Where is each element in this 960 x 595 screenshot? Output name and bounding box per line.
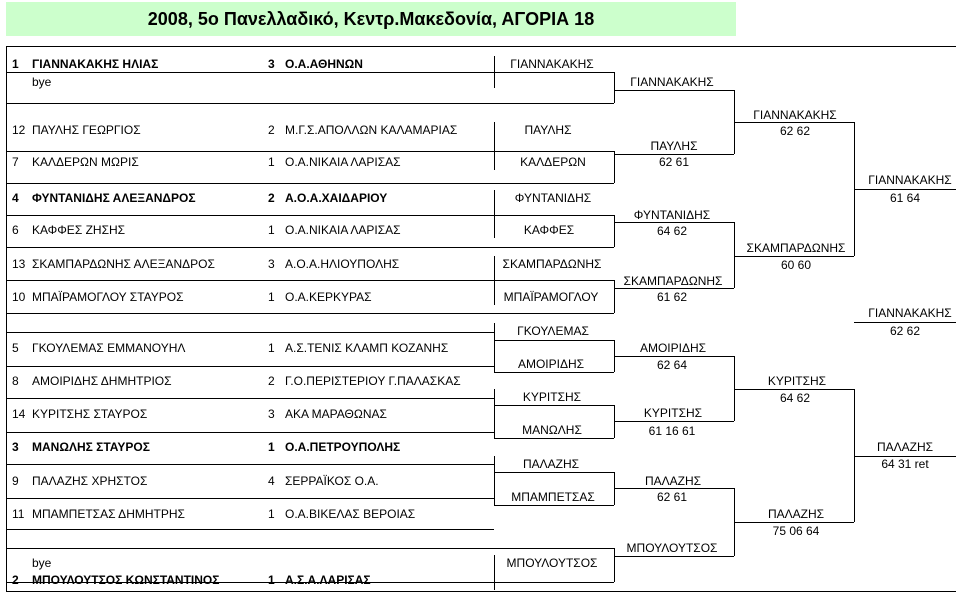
player-name: ΚΥΡΙΤΣΗΣ ΣΤΑΥΡΟΣ — [32, 407, 148, 421]
round1-winner: ΓΙΑΝΝΑΚΑΚΗΣ — [510, 57, 594, 71]
player-name: ΜΠΑΪΡΑΜΟΓΛΟΥ ΣΤΑΥΡΟΣ — [32, 290, 184, 304]
bracket-line-round2 — [614, 356, 734, 357]
player-rank: 1 — [268, 223, 275, 237]
player-seed: 7 — [12, 155, 19, 169]
bracket-line-round1 — [614, 280, 615, 313]
player-rank: 3 — [268, 407, 275, 421]
bracket-line-round1 — [614, 215, 615, 247]
row-separator — [6, 313, 494, 314]
player-rank: 4 — [268, 474, 275, 488]
row-separator — [6, 366, 494, 367]
bracket-line-final — [854, 322, 956, 323]
bracket-line-round1 — [494, 313, 614, 314]
bracket-line-round1 — [494, 215, 614, 216]
quarterfinal-winner: ΚΥΡΙΤΣΗΣ — [767, 374, 827, 388]
bracket-line-round1 — [494, 372, 614, 373]
row-separator — [6, 529, 494, 530]
row-separator — [6, 280, 494, 281]
round1-winner: ΜΑΝΩΛΗΣ — [522, 423, 582, 437]
page-title: 2008, 5ο Πανελλαδικό, Κεντρ.Μακεδονία, ΑΓΟΡΙΑ 18 — [6, 2, 736, 36]
player-seed: 8 — [12, 374, 19, 388]
round2-score: 64 62 — [656, 224, 688, 238]
player-seed: 4 — [12, 191, 19, 205]
round1-winner: ΠΑΥΛΗΣ — [524, 123, 572, 137]
quarterfinal-score: 60 60 — [780, 258, 812, 272]
frame-bottom-line — [6, 591, 956, 592]
round1-winner: ΦΥΝΤΑΝΙΔΗΣ — [514, 191, 592, 205]
bracket-line-round1 — [494, 389, 495, 438]
round1-winner: ΚΥΡΙΤΣΗΣ — [522, 390, 582, 404]
player-seed: 14 — [12, 407, 26, 421]
bracket-line-round1 — [494, 151, 614, 152]
player-rank: 1 — [268, 507, 275, 521]
row-separator — [6, 398, 494, 399]
quarterfinal-winner: ΣΚΑΜΠΑΡΔΩΝΗΣ — [746, 241, 846, 255]
bracket-line-round1 — [494, 103, 614, 104]
player-name: ΓΙΑΝΝΑΚΑΚΗΣ ΗΛΙΑΣ — [32, 57, 159, 71]
player-club: Ο.Α.ΝΙΚΑΙΑ ΛΑΡΙΣΑΣ — [285, 155, 401, 169]
player-club: Ο.Α.ΑΘΗΝΩΝ — [285, 57, 363, 71]
player-rank: 2 — [268, 123, 275, 137]
bracket-line-round1 — [614, 548, 615, 582]
round1-winner: ΠΑΛΑΖΗΣ — [522, 457, 580, 471]
quarterfinal-winner: ΠΑΛΑΖΗΣ — [767, 507, 825, 521]
player-seed: 5 — [12, 341, 19, 355]
bracket-line-round1 — [494, 280, 614, 281]
row-separator — [6, 432, 494, 433]
player-club: Α.Σ.Α.ΛΑΡΙΣΑΣ — [285, 573, 371, 587]
round2-winner: ΦΥΝΤΑΝΙΔΗΣ — [633, 208, 711, 222]
bracket-line-round1 — [494, 340, 614, 341]
row-separator — [6, 103, 494, 104]
round1-winner: ΓΚΟΥΛΕΜΑΣ — [517, 324, 589, 338]
player-name: ΚΑΛΔΕΡΩΝ ΜΩΡΙΣ — [32, 155, 139, 169]
bracket-line-round1 — [494, 323, 495, 372]
player-name: ΑΜΟΙΡΙΔΗΣ ΔΗΜΗΤΡΙΟΣ — [32, 374, 172, 388]
semifinal-winner: ΓΙΑΝΝΑΚΑΚΗΣ — [868, 173, 952, 187]
bracket-line-round1 — [494, 555, 495, 590]
player-name: ΠΑΛΑΖΗΣ ΧΡΗΣΤΟΣ — [32, 474, 148, 488]
player-club: Ο.Α.ΠΕΤΡΟΥΠΟΛΗΣ — [285, 440, 401, 454]
player-seed: 13 — [12, 257, 26, 271]
bracket-line-round1 — [614, 151, 615, 183]
bracket-line-round2 — [614, 288, 734, 289]
bracket-line-semifinal — [854, 189, 956, 190]
final-score: 62 62 — [889, 324, 921, 338]
bracket-line-quarterfinal — [734, 522, 854, 523]
row-separator — [6, 548, 494, 549]
player-seed: 10 — [12, 290, 26, 304]
round1-winner: ΚΑΦΦΕΣ — [523, 223, 575, 237]
player-name: ΓΚΟΥΛΕΜΑΣ ΕΜΜΑΝΟΥΗΛ — [32, 341, 186, 355]
player-name: ΚΑΦΦΕΣ ΖΗΣΗΣ — [32, 223, 126, 237]
player-club: Α.Ο.Α.ΗΛΙΟΥΠΟΛΗΣ — [285, 257, 400, 271]
bracket-line-round2 — [614, 154, 734, 155]
champion-name: ΓΙΑΝΝΑΚΑΚΗΣ — [868, 306, 952, 320]
player-name: ΠΑΥΛΗΣ ΓΕΩΡΓΙΟΣ — [32, 123, 141, 137]
player-club: Γ.Ο.ΠΕΡΙΣΤΕΡΙΟΥ Γ.ΠΑΛΑΣΚΑΣ — [285, 374, 461, 388]
quarterfinal-score: 62 62 — [779, 124, 811, 138]
player-rank: 2 — [268, 374, 275, 388]
bracket-line-quarterfinal — [734, 256, 854, 257]
player-seed: 2 — [12, 573, 19, 587]
player-rank: 3 — [268, 57, 275, 71]
semifinal-score: 61 64 — [889, 191, 921, 205]
player-club: Μ.Γ.Σ.ΑΠΟΛΛΩΝ ΚΑΛΑΜΑΡΙΑΣ — [285, 123, 458, 137]
player-club: ΑΚΑ ΜΑΡΑΘΩΝΑΣ — [285, 407, 387, 421]
player-rank: 1 — [268, 341, 275, 355]
round1-winner: ΜΠΑΜΠΕΤΣΑΣ — [511, 490, 595, 504]
bracket-line-round1 — [494, 582, 614, 583]
bracket-line-quarterfinal — [734, 389, 854, 390]
player-club: ΣΕΡΡΑΪΚΟΣ Ο.Α. — [285, 474, 379, 488]
bracket-line-round1 — [494, 438, 614, 439]
row-separator — [6, 215, 494, 216]
bracket-line-round1 — [494, 122, 495, 170]
player-name: ΜΠΑΜΠΕΤΣΑΣ ΔΗΜΗΤΡΗΣ — [32, 507, 185, 521]
round2-winner: ΣΚΑΜΠΑΡΔΩΝΗΣ — [623, 274, 723, 288]
player-rank: 1 — [268, 290, 275, 304]
player-seed: 12 — [12, 123, 26, 137]
round2-score: 62 64 — [656, 358, 688, 372]
player-name: bye — [32, 556, 52, 570]
player-seed: 3 — [12, 440, 19, 454]
frame-top-line — [6, 46, 956, 47]
bracket-line-round2 — [614, 90, 734, 91]
bracket-line-round1 — [494, 405, 614, 406]
player-rank: 2 — [268, 191, 275, 205]
player-seed: 11 — [12, 507, 25, 521]
round1-winner: ΜΠΟΥΛΟΥΤΣΟΣ — [506, 556, 598, 570]
row-separator — [6, 582, 494, 583]
player-club: Ο.Α.ΚΕΡΚΥΡΑΣ — [285, 290, 372, 304]
player-seed: 9 — [12, 474, 19, 488]
row-separator — [6, 498, 494, 499]
player-rank: 1 — [268, 440, 275, 454]
round2-winner: ΠΑΥΛΗΣ — [650, 139, 698, 153]
player-name: ΣΚΑΜΠΑΡΔΩΝΗΣ ΑΛΕΞΑΝΔΡΟΣ — [32, 257, 215, 271]
player-name: bye — [32, 75, 52, 89]
bracket-line-round2 — [614, 488, 734, 489]
player-club: Ο.Α.ΝΙΚΑΙΑ ΛΑΡΙΣΑΣ — [285, 223, 401, 237]
player-club: Α.Ο.Α.ΧΑΙΔΑΡΙΟΥ — [285, 191, 388, 205]
bracket-line-round2 — [614, 556, 734, 557]
round1-winner: ΜΠΑΪΡΑΜΟΓΛΟΥ — [503, 290, 599, 304]
bracket-line-round1 — [494, 183, 614, 184]
row-separator — [6, 183, 494, 184]
player-name: ΜΑΝΩΛΗΣ ΣΤΑΥΡΟΣ — [32, 440, 150, 454]
player-seed: 6 — [12, 223, 19, 237]
quarterfinal-score: 64 62 — [779, 391, 811, 405]
round2-winner: ΠΑΛΑΖΗΣ — [644, 474, 702, 488]
bracket-line-round1 — [494, 190, 495, 238]
player-name: ΦΥΝΤΑΝΙΔΗΣ ΑΛΕΞΑΝΔΡΟΣ — [32, 191, 196, 205]
semifinal-score: 64 31 ret — [881, 457, 929, 471]
round2-winner: ΓΙΑΝΝΑΚΑΚΗΣ — [630, 75, 714, 89]
row-separator — [6, 247, 494, 248]
player-club: Ο.Α.ΒΙΚΕΛΑΣ ΒΕΡΟΙΑΣ — [285, 507, 416, 521]
bracket-line-round2 — [734, 222, 735, 288]
round2-score: 62 61 — [658, 155, 690, 169]
row-separator — [6, 332, 494, 333]
player-rank: 3 — [268, 257, 275, 271]
bracket-line-round1 — [494, 548, 614, 549]
player-seed: 1 — [12, 57, 19, 71]
player-rank: 1 — [268, 155, 275, 169]
round1-winner: ΣΚΑΜΠΑΡΔΩΝΗΣ — [502, 257, 602, 271]
bracket-line-semifinal — [854, 456, 956, 457]
round2-score: 61 16 61 — [648, 424, 696, 438]
bracket-line-round1 — [494, 472, 614, 473]
player-rank: 1 — [268, 573, 275, 587]
bracket-line-round2 — [614, 222, 734, 223]
bracket-line-quarterfinal — [734, 122, 854, 123]
semifinal-winner: ΠΑΛΑΖΗΣ — [876, 440, 934, 454]
bracket-line-round1 — [614, 72, 615, 103]
bracket-line-round1 — [494, 72, 614, 73]
round2-winner: ΑΜΟΙΡΙΔΗΣ — [639, 341, 707, 355]
round1-winner: ΑΜΟΙΡΙΔΗΣ — [517, 357, 585, 371]
bracket-line-round2 — [614, 421, 734, 422]
round2-score: 62 61 — [656, 490, 688, 504]
round2-winner: ΜΠΟΥΛΟΥΤΣΟΣ — [626, 541, 718, 555]
row-separator — [6, 72, 494, 73]
row-separator — [6, 151, 494, 152]
round2-score: 61 62 — [656, 290, 688, 304]
quarterfinal-winner: ΓΙΑΝΝΑΚΑΚΗΣ — [753, 108, 837, 122]
bracket-line-round1 — [494, 247, 614, 248]
round1-winner: ΚΑΛΔΕΡΩΝ — [520, 155, 586, 169]
row-separator — [6, 464, 494, 465]
bracket-line-round1 — [494, 456, 495, 505]
frame-left-line — [6, 46, 7, 592]
player-name: ΜΠΟΥΛΟΥΤΣΟΣ ΚΩΝΣΤΑΝΤΙΝΟΣ — [32, 573, 220, 587]
player-club: Α.Σ.ΤΕΝΙΣ ΚΛΑΜΠ ΚΟΖΑΝΗΣ — [285, 341, 449, 355]
bracket-line-round1 — [494, 505, 614, 506]
quarterfinal-score: 75 06 64 — [772, 524, 820, 538]
round2-winner: ΚΥΡΙΤΣΗΣ — [643, 406, 703, 420]
